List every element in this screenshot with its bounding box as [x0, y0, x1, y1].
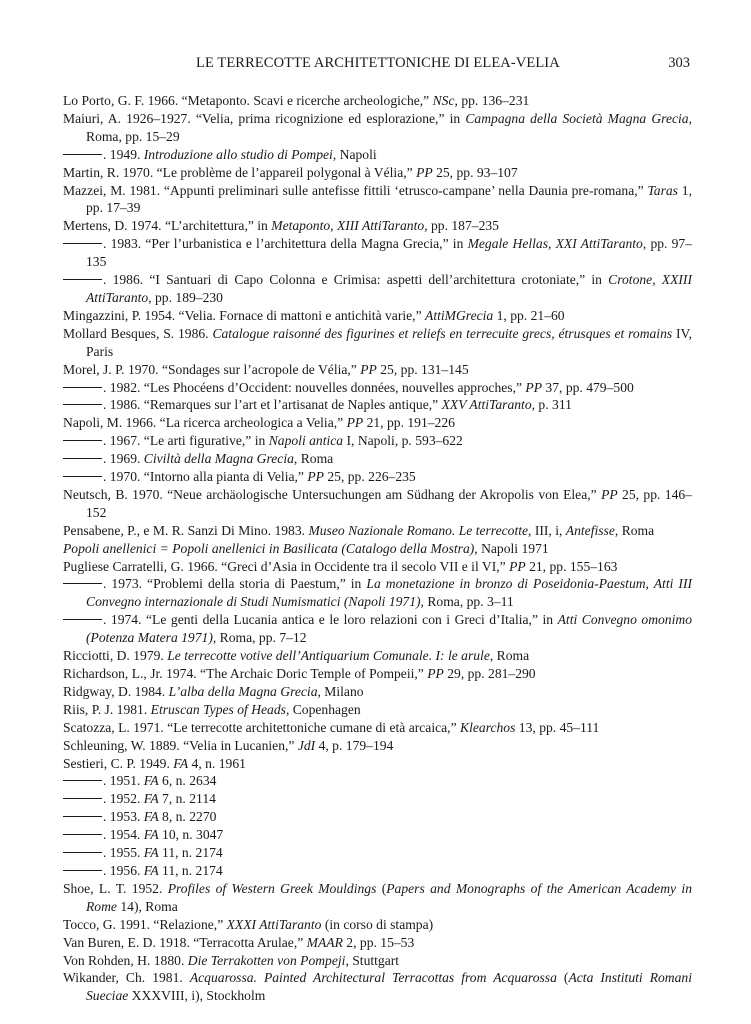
entry-text: , pp. 187–235 [424, 218, 499, 234]
entry-text: 14), Roma [116, 898, 178, 914]
bibliography-list [63, 92, 692, 1005]
repeat-author-dash [63, 458, 102, 459]
entry-text: . 1967. “Le arti figurative,” in [103, 433, 269, 449]
entry-text: , Roma [614, 522, 655, 538]
bibliography-entry [63, 719, 692, 737]
entry-text: IV, Paris [86, 325, 693, 359]
entry-title-italic: FA [143, 773, 159, 789]
entry-title-italic: FA [173, 755, 189, 771]
entry-text: Ricciotti, D. 1979. [63, 648, 168, 664]
entry-text: , Roma, pp. 3–11 [420, 594, 514, 610]
entry-text: 7, n. 2114 [158, 791, 216, 807]
entry-title-italic: FA [143, 791, 159, 807]
entry-text: XXXVIII, i), Stockholm [128, 988, 266, 1004]
entry-title-italic: MAAR [306, 934, 343, 950]
entry-text: , p. 311 [531, 397, 572, 413]
bibliography-entry [63, 826, 692, 844]
entry-title-italic: Profiles of Western Greek Mouldings [167, 880, 377, 896]
entry-text: Napoli, M. 1966. “La ricerca archeologica a Velia,” [63, 415, 347, 431]
bibliography-entry [63, 486, 692, 522]
entry-title-italic: PP [427, 666, 444, 681]
entry-text: Pensabene, P., e M. R. Sanzi Di Mino. 1983. [63, 522, 309, 538]
bibliography-entry [63, 540, 692, 558]
repeat-author-dash [63, 834, 102, 835]
entry-title-italic: Campagna della Società Magna Grecia [465, 110, 689, 126]
bibliography-entry [63, 217, 692, 235]
bibliography-entry [63, 737, 692, 755]
entry-text: 25, pp. 226–235 [323, 469, 416, 485]
entry-text: Richardson, L., Jr. 1974. “The Archaic Doric Temple of Pompeii,” [63, 666, 428, 681]
repeat-author-dash [63, 243, 102, 244]
entry-text: , Roma, pp. 15–29 [86, 110, 692, 144]
entry-text: Lo Porto, G. F. 1966. “Metaponto. Scavi e ricerche archeologiche,” [63, 93, 433, 108]
entry-text: . 1955. [103, 845, 144, 861]
bibliography-entry [63, 772, 692, 790]
entry-text: . 1949. [103, 146, 144, 162]
entry-title-italic: FA [143, 845, 159, 861]
entry-title-italic: PP [509, 558, 526, 574]
entry-text: 25, pp. 93–107 [432, 164, 518, 180]
bibliography-entry [63, 92, 692, 110]
repeat-author-dash [63, 387, 102, 388]
bibliography-entry [63, 683, 692, 701]
entry-title-italic: L’alba della Magna Grecia [168, 683, 318, 699]
bibliography-entry [63, 934, 692, 952]
repeat-author-dash [63, 279, 102, 280]
entry-text: . 1954. [103, 827, 144, 843]
entry-text: 2, pp. 15–53 [342, 934, 415, 950]
bibliography-entry [63, 969, 692, 1005]
entry-text: . 1969. [103, 451, 144, 467]
bibliography-entry [63, 432, 692, 450]
entry-title-italic: FA [143, 862, 159, 878]
entry-text: , pp. 189–230 [148, 289, 223, 305]
entry-text: 8, n. 2270 [158, 809, 217, 825]
entry-title-italic: Civiltà della Magna Grecia [143, 451, 294, 467]
entry-text: Mollard Besques, S. 1986. [63, 325, 213, 341]
entry-text: ( [556, 970, 569, 986]
entry-title-italic: Napoli antica [268, 433, 344, 449]
entry-text: Pugliese Carratelli, G. 1966. “Greci d’Asia in Occidente tra il secolo VII e il VI,” [63, 558, 510, 574]
entry-text: . 1970. “Intorno alla pianta di Velia,” [103, 469, 308, 485]
entry-text: . 1956. [103, 862, 144, 878]
entry-text: 11, n. 2174 [158, 845, 223, 861]
entry-text: Schleuning, W. 1889. “Velia in Lucanien,” [63, 737, 298, 753]
entry-title-italic: PP [307, 469, 324, 485]
entry-text: Tocco, G. 1991. “Relazione,” [63, 916, 227, 932]
entry-text: . 1951. [103, 773, 144, 789]
entry-text: I, Napoli, p. 593–622 [343, 433, 463, 449]
entry-text: 4, n. 1961 [188, 755, 246, 771]
bibliography-entry [63, 916, 692, 934]
entry-text: 1, pp. 21–60 [493, 307, 565, 323]
entry-text: , Roma [293, 451, 334, 467]
entry-title-italic: PP [360, 361, 377, 377]
entry-title-italic: Le terrecotte votive dell’Antiquarium Comunale. I: le arule [167, 648, 490, 664]
entry-text: 25, pp. 146–152 [86, 486, 692, 520]
entry-text: Maiuri, A. 1926–1927. “Velia, prima ricognizione ed esplorazione,” in [63, 110, 466, 126]
bibliography-entry [63, 396, 692, 414]
bibliography-entry [63, 522, 692, 540]
bibliography-entry [63, 862, 692, 880]
entry-text: , III, i, [528, 522, 566, 538]
entry-text: . 1952. [103, 791, 144, 807]
entry-title-italic: Catalogue raisonné des figurines et reliefs en terrecuite grecs, étrusques et romains [212, 325, 673, 341]
repeat-author-dash [63, 798, 102, 799]
entry-title-italic: JdI [297, 737, 316, 753]
bibliography-entry [63, 379, 692, 397]
bibliography-entry [63, 755, 692, 773]
entry-title-italic: Acta Instituti Romani Sueciae [86, 970, 692, 1004]
repeat-author-dash [63, 816, 102, 817]
bibliography-entry [63, 468, 692, 486]
entry-text: 29, pp. 281–290 [443, 666, 536, 681]
bibliography-entry [63, 880, 692, 916]
running-title: LE TERRECOTTE ARCHITETTONICHE DI ELEA-VELIA [196, 55, 560, 71]
entry-text: Mingazzini, P. 1954. “Velia. Fornace di mattoni e antichità varie,” [63, 307, 426, 323]
entry-text: 1, pp. 17–39 [86, 182, 692, 216]
bibliography-entry [63, 808, 692, 826]
entry-text: , Milano [317, 683, 364, 699]
entry-text: Von Rohden, H. 1880. [63, 952, 188, 968]
entry-title-italic: Popoli anellenici = Popoli anellenici in Basilicata (Catalogo della Mostra) [63, 540, 475, 556]
entry-text: 4, p. 179–194 [315, 737, 394, 753]
bibliography-entry [63, 558, 692, 576]
entry-title-italic: Antefisse [565, 522, 615, 538]
entry-text: Neutsch, B. 1970. “Neue archäologische Untersuchungen am Südhang der Akropolis von Elea,” [63, 486, 602, 502]
entry-title-italic: AttiMGrecia [425, 307, 494, 323]
bibliography-entry [63, 952, 692, 970]
entry-text: Shoe, L. T. 1952. [63, 880, 168, 896]
entry-text: 25, pp. 131–145 [376, 361, 469, 377]
entry-text: . 1982. “Les Phocéens d’Occident: nouvelles données, nouvelles approches,” [103, 379, 526, 395]
entry-text: . 1986. “Remarques sur l’art et l’artisanat de Naples antique,” [103, 397, 442, 413]
repeat-author-dash [63, 583, 102, 584]
entry-title-italic: PP [416, 164, 433, 180]
repeat-author-dash [63, 154, 102, 155]
entry-title-italic: PP [346, 415, 364, 431]
entry-title-italic: Die Terrakotten von Pompeji [187, 952, 346, 968]
entry-text: 6, n. 2634 [158, 773, 217, 789]
bibliography-entry [63, 414, 692, 432]
entry-title-italic: PP [601, 486, 618, 502]
entry-title-italic: Megale Hellas, XXI AttiTaranto [467, 236, 643, 252]
entry-text: Morel, J. P. 1970. “Sondages sur l’acropole de Vélia,” [63, 361, 361, 377]
entry-text: 21, pp. 155–163 [525, 558, 618, 574]
bibliography-entry [63, 611, 692, 647]
bibliography-entry [63, 271, 692, 307]
bibliography-entry [63, 701, 692, 719]
repeat-author-dash [63, 780, 102, 781]
entry-text: ( [376, 880, 387, 896]
repeat-author-dash [63, 619, 102, 620]
entry-text: , Napoli [332, 146, 377, 162]
entry-text: , Stuttgart [345, 952, 400, 968]
entry-text: . 1986. “I Santuari di Capo Colonna e Crimisa: aspetti dell’architettura crotoniate,” in [103, 272, 609, 288]
bibliography-entry [63, 307, 692, 325]
entry-text: Sestieri, C. P. 1949. [63, 755, 174, 771]
repeat-author-dash [63, 404, 102, 405]
entry-title-italic: Museo Nazionale Romano. Le terrecotte [308, 522, 529, 538]
entry-text: . 1953. [103, 809, 144, 825]
repeat-author-dash [63, 476, 102, 477]
entry-title-italic: XXV AttiTaranto [441, 397, 532, 413]
entry-text: Martin, R. 1970. “Le problème de l’appareil polygonal à Vélia,” [63, 164, 417, 180]
bibliography-entry [63, 146, 692, 164]
entry-text: 37, pp. 479–500 [542, 379, 634, 395]
entry-text: , pp. 97–135 [86, 236, 693, 270]
entry-title-italic: Taras [647, 182, 678, 198]
entry-text: . 1974. “Le genti della Lucania antica e le loro relazioni con i Greci d’Italia,” in [103, 612, 558, 628]
bibliography-entry [63, 325, 692, 361]
entry-text: Scatozza, L. 1971. “Le terrecotte architettoniche cumane di età arcaica,” [63, 719, 461, 735]
bibliography-entry [63, 361, 692, 379]
entry-text: Mertens, D. 1974. “L’architettura,” in [63, 218, 272, 234]
entry-title-italic: PP [525, 379, 543, 395]
entry-text: . 1973. “Problemi della storia di Paestum,” in [103, 576, 367, 592]
entry-title-italic: Crotone, XXIII AttiTaranto [86, 272, 692, 305]
bibliography-entry [63, 235, 692, 271]
bibliography-entry [63, 790, 692, 808]
entry-title-italic: Klearchos [460, 719, 516, 735]
bibliography-entry [63, 164, 692, 182]
repeat-author-dash [63, 440, 102, 441]
entry-text: (in corso di stampa) [321, 916, 434, 932]
entry-text: Van Buren, E. D. 1918. “Terracotta Arulae,” [63, 934, 307, 950]
entry-text: 11, n. 2174 [158, 862, 223, 878]
entry-text: 13, pp. 45–111 [515, 719, 600, 735]
entry-text: , Roma [489, 648, 530, 664]
bibliography-entry [63, 647, 692, 665]
repeat-author-dash [63, 852, 102, 853]
entry-title-italic: Introduzione allo studio di Pompei [143, 146, 333, 162]
bibliography-entry [63, 844, 692, 862]
entry-title-italic: Metaponto, XIII AttiTaranto [271, 218, 425, 234]
entry-text: , Copenhagen [285, 701, 361, 717]
entry-title-italic: Papers and Monographs of the American Academy in Rome [86, 880, 692, 914]
entry-title-italic: La monetazione in bronzo di Poseidonia-Paestum, Atti III Convegno internazionale di Studi Numismatici (Napoli 1971) [86, 576, 692, 610]
entry-text: . 1983. “Per l’urbanistica e l’architettura della Magna Grecia,” in [103, 236, 468, 252]
repeat-author-dash [63, 870, 102, 871]
entry-title-italic: FA [143, 827, 159, 843]
entry-title-italic: Etruscan Types of Heads [150, 701, 286, 717]
entry-text: Riis, P. J. 1981. [63, 701, 151, 717]
running-head [62, 55, 690, 77]
entry-title-italic: XXXI AttiTaranto [226, 916, 322, 932]
entry-text: 21, pp. 191–226 [363, 415, 455, 431]
entry-title-italic: NSc [432, 93, 455, 108]
entry-text: , Roma, pp. 7–12 [212, 630, 307, 646]
entry-title-italic: Acquarossa. Painted Architectural Terracottas from Acquarossa [189, 970, 557, 986]
bibliography-entry [63, 575, 692, 611]
entry-title-italic: FA [143, 809, 159, 825]
page-number: 303 [668, 55, 690, 71]
entry-text: , Napoli 1971 [474, 540, 549, 556]
entry-text: 10, n. 3047 [158, 827, 224, 843]
entry-text: Mazzei, M. 1981. “Appunti preliminari sulle antefisse fittili ‘etrusco-campane’ nella Daunia pre-romana,” [63, 182, 648, 198]
entry-text: , pp. 136–231 [454, 93, 530, 108]
bibliography-entry [63, 450, 692, 468]
entry-text: Ridgway, D. 1984. [63, 683, 169, 699]
entry-text: Wikander, Ch. 1981. [63, 970, 190, 986]
bibliography-entry [63, 110, 692, 146]
bibliography-entry [63, 665, 692, 683]
bibliography-entry [63, 182, 692, 218]
entry-title-italic: Atti Convegno omonimo (Potenza Matera 1971) [86, 612, 692, 646]
